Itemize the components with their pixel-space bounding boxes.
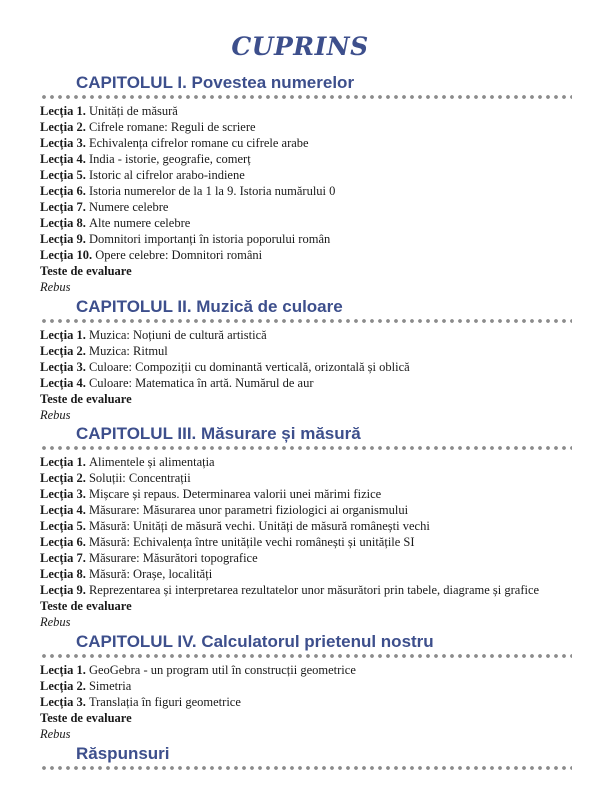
lesson-number: Lecția 2. bbox=[40, 679, 89, 693]
lesson-item bbox=[40, 454, 572, 470]
lesson-item bbox=[40, 518, 572, 534]
lesson-number: Lecția 8. bbox=[40, 216, 89, 230]
lesson-item bbox=[40, 167, 572, 183]
lesson-title: Numere celebre bbox=[88, 200, 169, 214]
lesson-title: Istoria numerelor de la 1 la 9. Istoria numărului 0 bbox=[88, 184, 336, 198]
lesson-item bbox=[40, 534, 572, 550]
lesson-item bbox=[40, 550, 572, 566]
lesson-number: Lecția 6. bbox=[40, 535, 89, 549]
lesson-number: Lecția 8. bbox=[40, 567, 89, 581]
lesson-number: Lecția 4. bbox=[40, 503, 89, 517]
tests-item: Teste de evaluare bbox=[40, 264, 132, 278]
lesson-number: Lecția 1. bbox=[40, 663, 89, 677]
lesson-title: Măsură: Unități de măsură vechi. Unități de măsură românești vechi bbox=[88, 519, 430, 533]
chapter-section bbox=[40, 632, 572, 742]
lesson-number: Lecția 4. bbox=[40, 152, 89, 166]
dotted-separator bbox=[40, 653, 572, 659]
lesson-item bbox=[40, 375, 572, 391]
lesson-item bbox=[40, 183, 572, 199]
lesson-item bbox=[40, 119, 572, 135]
lesson-number: Lecția 3. bbox=[40, 695, 89, 709]
lesson-title: Măsurare: Măsurători topografice bbox=[88, 551, 258, 565]
lesson-item bbox=[40, 247, 572, 263]
lesson-number: Lecția 3. bbox=[40, 360, 89, 374]
lesson-title: Muzica: Ritmul bbox=[88, 344, 168, 358]
lesson-number: Lecția 10. bbox=[40, 248, 96, 262]
lesson-title: Simetria bbox=[88, 679, 132, 693]
tests-item: Teste de evaluare bbox=[40, 711, 132, 725]
lesson-item bbox=[40, 582, 572, 598]
chapter-title: CAPITOLUL IV. Calculatorul prietenul nostru bbox=[76, 632, 434, 651]
rebus-item: Rebus bbox=[40, 615, 71, 629]
lesson-title: Reprezentarea și interpretarea rezultatelor unor măsurători prin tabele, diagrame și grafice bbox=[88, 583, 540, 597]
lesson-item bbox=[40, 359, 572, 375]
lesson-number: Lecția 1. bbox=[40, 455, 89, 469]
rebus-item: Rebus bbox=[40, 408, 71, 422]
lesson-title: Alimentele și alimentația bbox=[88, 455, 215, 469]
lesson-number: Lecția 1. bbox=[40, 328, 89, 342]
lesson-number: Lecția 1. bbox=[40, 104, 89, 118]
dotted-separator bbox=[40, 318, 572, 324]
chapter-section bbox=[40, 73, 572, 295]
lesson-title: Domnitori importanți în istoria poporului român bbox=[88, 232, 331, 246]
lesson-title: Măsură: Echivalența între unitățile vechi românești și unitățile SI bbox=[88, 535, 415, 549]
lesson-title: Măsurare: Măsurarea unor parametri fiziologici ai organismului bbox=[88, 503, 409, 517]
lesson-item bbox=[40, 103, 572, 119]
lesson-number: Lecția 7. bbox=[40, 551, 89, 565]
chapter-title: Răspunsuri bbox=[76, 744, 170, 763]
lesson-title: Culoare: Matematica în artă. Numărul de aur bbox=[88, 376, 314, 390]
lesson-number: Lecția 6. bbox=[40, 184, 89, 198]
lesson-title: Muzica: Noțiuni de cultură artistică bbox=[88, 328, 267, 342]
lesson-number: Lecția 9. bbox=[40, 232, 89, 246]
chapter-title: CAPITOLUL III. Măsurare și măsură bbox=[76, 424, 361, 443]
lesson-title: Translația în figuri geometrice bbox=[88, 695, 241, 709]
lesson-title: Alte numere celebre bbox=[88, 216, 191, 230]
chapter-section bbox=[40, 297, 572, 423]
lesson-number: Lecția 9. bbox=[40, 583, 89, 597]
lesson-title: India - istorie, geografie, comerț bbox=[88, 152, 251, 166]
lesson-item bbox=[40, 662, 572, 678]
lesson-item bbox=[40, 231, 572, 247]
lesson-title: Echivalența cifrelor romane cu cifrele arabe bbox=[88, 136, 309, 150]
lesson-title: Opere celebre: Domnitori români bbox=[95, 248, 263, 262]
chapter-section bbox=[40, 424, 572, 630]
lesson-title: Unități de măsură bbox=[88, 104, 178, 118]
chapter-title: CAPITOLUL II. Muzică de culoare bbox=[76, 297, 343, 316]
lesson-item bbox=[40, 151, 572, 167]
tests-item: Teste de evaluare bbox=[40, 392, 132, 406]
chapter-section bbox=[40, 744, 572, 774]
lesson-title: Cifrele romane: Reguli de scriere bbox=[88, 120, 256, 134]
lesson-item bbox=[40, 694, 572, 710]
lesson-number: Lecția 3. bbox=[40, 487, 89, 501]
lesson-item bbox=[40, 199, 572, 215]
dotted-separator bbox=[40, 94, 572, 100]
lesson-item bbox=[40, 502, 572, 518]
lesson-item bbox=[40, 215, 572, 231]
dotted-separator bbox=[40, 445, 572, 451]
lesson-item bbox=[40, 135, 572, 151]
lesson-title: Istoric al cifrelor arabo-indiene bbox=[88, 168, 245, 182]
tests-item: Teste de evaluare bbox=[40, 599, 132, 613]
lesson-number: Lecția 2. bbox=[40, 344, 89, 358]
lesson-number: Lecția 2. bbox=[40, 120, 89, 134]
page-title: CUPRINS bbox=[231, 32, 369, 61]
rebus-item: Rebus bbox=[40, 280, 71, 294]
lesson-number: Lecția 4. bbox=[40, 376, 89, 390]
lesson-item bbox=[40, 486, 572, 502]
lesson-number: Lecția 5. bbox=[40, 168, 89, 182]
lesson-item bbox=[40, 470, 572, 486]
lesson-number: Lecția 5. bbox=[40, 519, 89, 533]
lesson-title: GeoGebra - un program util în construcții geometrice bbox=[88, 663, 356, 677]
lesson-title: Măsură: Orașe, localități bbox=[88, 567, 213, 581]
lesson-number: Lecția 7. bbox=[40, 200, 89, 214]
dotted-separator bbox=[40, 765, 572, 771]
lesson-title: Mișcare și repaus. Determinarea valorii unei mărimi fizice bbox=[88, 487, 382, 501]
lesson-title: Culoare: Compoziții cu dominantă verticală, orizontală și oblică bbox=[88, 360, 410, 374]
lesson-item bbox=[40, 327, 572, 343]
lesson-number: Lecția 3. bbox=[40, 136, 89, 150]
lesson-item bbox=[40, 678, 572, 694]
lesson-item bbox=[40, 566, 572, 582]
lesson-number: Lecția 2. bbox=[40, 471, 89, 485]
rebus-item: Rebus bbox=[40, 727, 71, 741]
lesson-item bbox=[40, 343, 572, 359]
chapter-title: CAPITOLUL I. Povestea numerelor bbox=[76, 73, 355, 92]
lesson-title: Soluții: Concentrații bbox=[88, 471, 191, 485]
